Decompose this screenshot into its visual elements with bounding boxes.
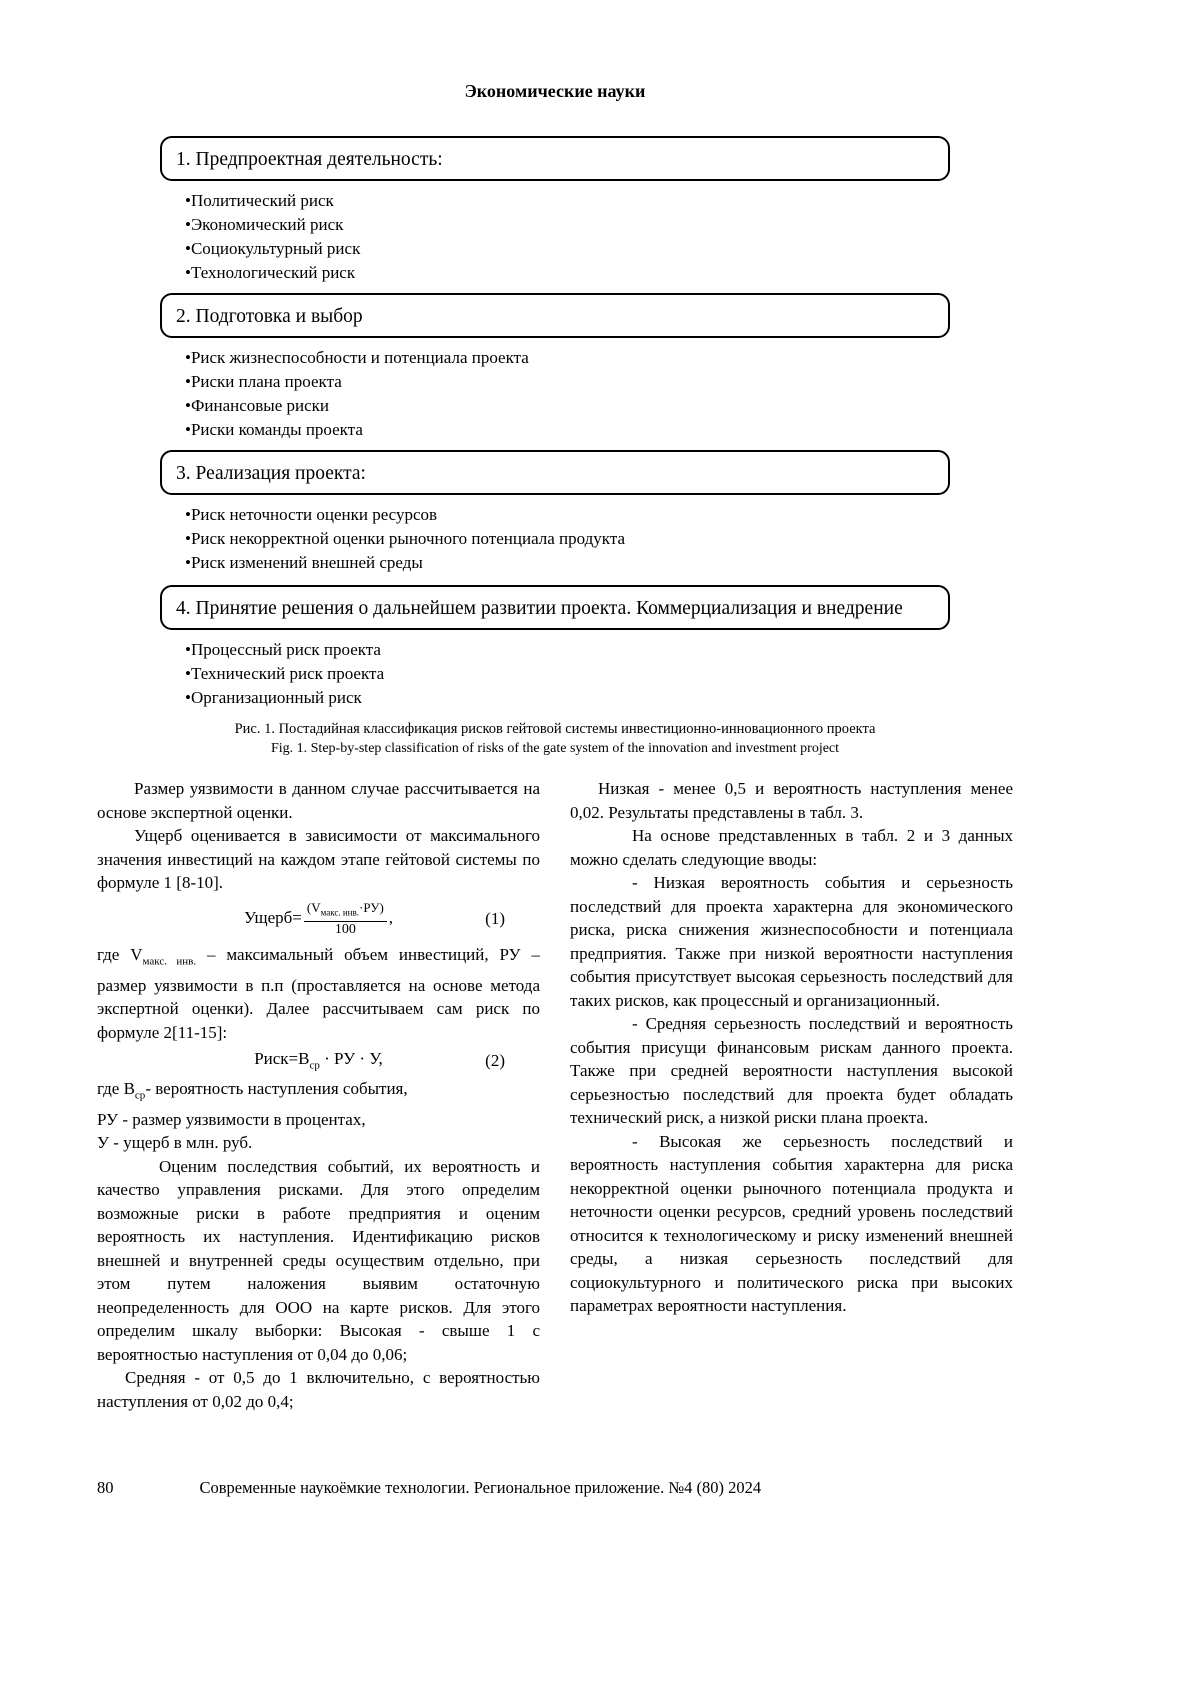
- paragraph-text: - вероятность наступления события,: [145, 1078, 408, 1098]
- formula-term: ,: [388, 907, 394, 927]
- risk-item-label: Социокультурный риск: [190, 239, 361, 258]
- paragraph: - Средняя серьезность последствий и вероятность события присущи финансовым рискам данного проекта. Также при средней вероятности наступления высокой серьезностью последствий для проекта будет обладать технический риск, а низкой риски плана проекта.: [570, 1014, 1013, 1127]
- risk-item-label: Риск некорректной оценки рыночного потенциала продукта: [190, 529, 626, 548]
- stage-title-4: 4. Принятие решения о дальнейшем развитии проекта. Коммерциализация и внедрение: [176, 597, 903, 619]
- text-columns: [97, 777, 1013, 1413]
- risk-item: [185, 686, 1013, 710]
- risk-item: [185, 237, 1013, 261]
- paragraph: Низкая - менее 0,5 и вероятность наступления менее 0,02. Результаты представлены в табл. 3.: [570, 779, 1013, 822]
- risk-item-label: Риск изменений внешней среды: [190, 553, 423, 572]
- risk-item: [185, 418, 1013, 442]
- definition-line: [97, 1077, 540, 1108]
- formula-2: [97, 1049, 540, 1071]
- figure-caption-ru: Рис. 1. Постадийная классификация рисков гейтовой системы инвестиционно-инновационного проекта: [234, 721, 876, 737]
- formula-1: [97, 900, 540, 939]
- figure-1: [97, 136, 1013, 757]
- formula-term: · РУ · У,: [319, 1049, 383, 1069]
- fraction-denominator: 100: [334, 922, 356, 938]
- subscript: макс. инв.: [142, 955, 197, 968]
- risk-item: [185, 551, 1013, 575]
- risk-item: [185, 213, 1013, 237]
- paragraph-text: где В: [97, 1078, 135, 1098]
- risk-item: [185, 503, 1013, 527]
- paragraph: Оценим последствия событий, их вероятность и качество управления рисками. Для этого определим возможные риски в работе предприятия и оценим вероятность их наступления. Идентификацию рисков внешней и внутренней среды осуществим отдельно, при этом путем наложения выявим остаточную неопределенность для ООО на карте рисков. Для этого определим шкалу выборки: Высокая - свыше 1 с вероятностью наступления от 0,04 до 0,06;: [97, 1156, 540, 1364]
- section-header: Экономические науки: [464, 81, 646, 101]
- risk-item-label: Риск жизнеспособности и потенциала проекта: [190, 348, 529, 367]
- risk-item-label: Финансовые риски: [190, 396, 330, 415]
- risk-item-label: Политический риск: [190, 191, 334, 210]
- risk-list-3: [185, 503, 1013, 575]
- risk-item-label: Риск неточности оценки ресурсов: [190, 505, 438, 524]
- formula-number: (2): [485, 1050, 505, 1070]
- stage-title-2: 2. Подготовка и выбор: [176, 305, 363, 327]
- stage-box-1: [160, 136, 950, 181]
- paragraph: Средняя - от 0,5 до 1 включительно, с вероятностью наступления от 0,02 до 0,4;: [97, 1368, 540, 1411]
- risk-item: [185, 527, 1013, 551]
- paragraph: Размер уязвимости в данном случае рассчитывается на основе экспертной оценки.: [97, 779, 540, 822]
- formula-term: (V: [306, 899, 321, 915]
- risk-list-4: [185, 638, 1013, 710]
- formula-lhs: Ущерб=: [243, 907, 302, 927]
- risk-item: [185, 370, 1013, 394]
- figure-caption-en: Fig. 1. Step-by-step classification of risks of the gate system of the innovation and investment project: [270, 741, 840, 756]
- risk-list-2: [185, 346, 1013, 442]
- footer-journal-title: Современные наукоёмкие технологии. Региональное приложение. №4 (80) 2024: [199, 1478, 762, 1497]
- risk-item: [185, 638, 1013, 662]
- subscript: ср: [309, 1059, 320, 1072]
- stage-title-1: 1. Предпроектная деятельность:: [176, 148, 443, 170]
- paragraph: Ущерб оценивается в зависимости от максимального значения инвестиций на каждом этапе гейтовой системы по формуле 1 [8-10].: [97, 826, 540, 892]
- stage-box-2: [160, 293, 950, 338]
- fraction: [304, 900, 387, 939]
- risk-item-label: Процессный риск проекта: [190, 640, 381, 659]
- formula-body: [243, 899, 394, 938]
- risk-item-label: Организационный риск: [190, 688, 362, 707]
- subscript: макс. инв.: [320, 907, 359, 918]
- risk-item: [185, 261, 1013, 285]
- risk-item-label: Риски команды проекта: [190, 420, 363, 439]
- paragraph: - Высокая же серьезность последствий и вероятность наступления события характерна для риска некорректной оценки рыночного потенциала продукта и неточности оценки ресурсов, средний уровень последствий относится к технологическому и риску изменений внешней среды, а низкая серьезность последствий для социокультурного и политического риска при высоких параметрах вероятности наступления.: [570, 1131, 1013, 1315]
- stage-box-4: [160, 585, 950, 630]
- definition-line: РУ - размер уязвимости в процентах,: [97, 1109, 366, 1129]
- risk-item-label: Технологический риск: [190, 263, 356, 282]
- risk-item-label: Экономический риск: [190, 215, 344, 234]
- paragraph: - Низкая вероятность события и серьезность последствий для проекта характерна для экономического риска, риска снижения жизнеспособности и потенциала предприятия. Также при низкой вероятности наступления события присутствует высокая серьезность последствий для таких рисков, как процессный и организационный.: [570, 873, 1013, 1010]
- risk-item: [185, 346, 1013, 370]
- paragraph-text: где V: [97, 945, 143, 965]
- paragraph: [97, 943, 540, 1044]
- right-column: [570, 777, 1013, 1413]
- risk-item: [185, 662, 1013, 686]
- page-footer: [97, 1478, 1013, 1498]
- definition-line: У - ущерб в млн. руб.: [97, 1133, 253, 1153]
- risk-item-label: Технический риск проекта: [190, 664, 385, 683]
- page-number: 80: [97, 1478, 114, 1497]
- fraction-numerator: [304, 900, 387, 923]
- formula-body: [254, 1049, 383, 1072]
- stage-box-3: [160, 450, 950, 495]
- formula-number: (1): [485, 908, 505, 928]
- subscript: ср: [134, 1089, 146, 1102]
- paragraph-text: – максимальный объем инвестиций, РУ – размер уязвимости в п.п (проставляется на основе метода экспертной оценки). Далее рассчитываем сам риск по формуле 2[11-15]:: [97, 945, 540, 1042]
- formula-lhs: Риск=В: [254, 1049, 310, 1069]
- risk-item-label: Риски плана проекта: [190, 372, 342, 391]
- left-column: [97, 777, 540, 1413]
- risk-item: [185, 394, 1013, 418]
- content: [97, 80, 1013, 1413]
- risk-list-1: [185, 189, 1013, 285]
- formula-term: ·РУ): [359, 899, 384, 915]
- risk-item: [185, 189, 1013, 213]
- paragraph: На основе представленных в табл. 2 и 3 данных можно сделать следующие вводы:: [570, 826, 1013, 869]
- stage-title-3: 3. Реализация проекта:: [176, 462, 366, 484]
